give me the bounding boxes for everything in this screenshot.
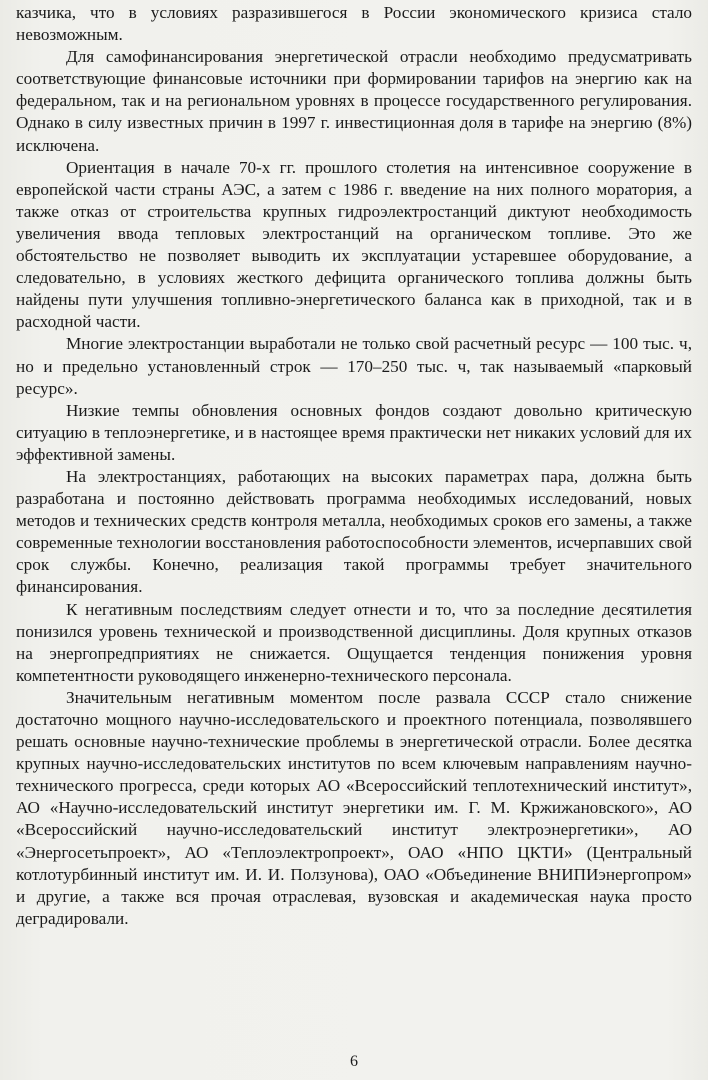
paragraph-research-decline: Значительным негативным моментом после развала СССР стало снижение достаточно мощного научно-исследовательского и проектного потенциала, позволявшего решать основные научно-технические проблемы в энергетической отрасли. Более десятка крупных научно-исследовательских институтов по всем ключевым направлениям научно-технического прогресса, среди которых АО «Всероссийский теплотехнический институт», АО «Научно-исследовательский институт энергетики им. Г. М. Кржижановского», АО «Всероссийский научно-исследовательский институт электроэнергетики», АО «Энергосетьпроект», АО «Теплоэлектропроект», ОАО «НПО ЦКТИ» (Центральный котлотурбинный институт им. И. И. Ползунова), ОАО «Объединение ВНИПИэнергопром» и другие, а также вся прочая отраслевая, вузовская и академическая наука просто деградировали. bbox=[16, 687, 692, 928]
paragraph-park-resource: Многие электростанции выработали не только свой расчетный ресурс — 100 тыс. ч, но и предельно установленный строк — 170–250 тыс. ч, так называемый «парковый ресурс». bbox=[16, 334, 692, 398]
paragraph-discipline: К негативным последствиям следует отнести и то, что за последние десятилетия понизился уровень технической и производственной дисциплины. Доля крупных отказов на энергопредприятиях не снижается. Ощущается тенденция понижения уровня компетентности руководящего инженерно-технического персонала. bbox=[16, 599, 692, 685]
page-number: 6 bbox=[350, 1053, 358, 1070]
paragraph-orientation-nuclear: Ориентация в начале 70-х гг. прошлого столетия на интенсивное сооружение в европейской части страны АЭС, а затем с 1986 г. введение на них полного моратория, а также отказ от строительства крупных гидроэлектростанций диктуют необходимость увеличения ввода тепловых электростанций на органическом топливе. Это же обстоятельство не позволяет выводить их эксплуатации устаревшее оборудование, а следовательно, в условиях жесткого дефицита органического топлива должны быть найдены пути улучшения топливно-энергетического баланса как в приходной, так и в расходной части. bbox=[16, 157, 692, 332]
paragraph-metal-control: На электростанциях, работающих на высоких параметрах пара, должна быть разработана и постоянно действовать программа необходимых исследований, новых методов и технических средств контроля металла, необходимых сроков его замены, а также современные технологии восстановления работоспособности элементов, исчерпавших свой срок службы. Конечно, реализация такой программы требует значительного финансирования. bbox=[16, 466, 692, 597]
paragraph-self-financing: Для самофинансирования энергетической отрасли необходимо предусматривать соответствующие финансовые источники при формировании тарифов на энергию как на федеральном, так и на региональном уровнях в процессе государственного регулирования. Однако в силу известных причин в 1997 г. инвестиционная доля в тарифе на энергию (8%) исключена. bbox=[16, 47, 692, 155]
paragraph-continuation: казчика, что в условиях разразившегося в России экономического кризиса стало невозможным. bbox=[16, 3, 692, 45]
body-text bbox=[16, 2, 692, 930]
paragraph-renewal-rates: Низкие темпы обновления основных фондов создают довольно критическую ситуацию в теплоэнергетике, и в настоящее время практически нет никаких условий для их эффективной замены. bbox=[16, 400, 692, 464]
